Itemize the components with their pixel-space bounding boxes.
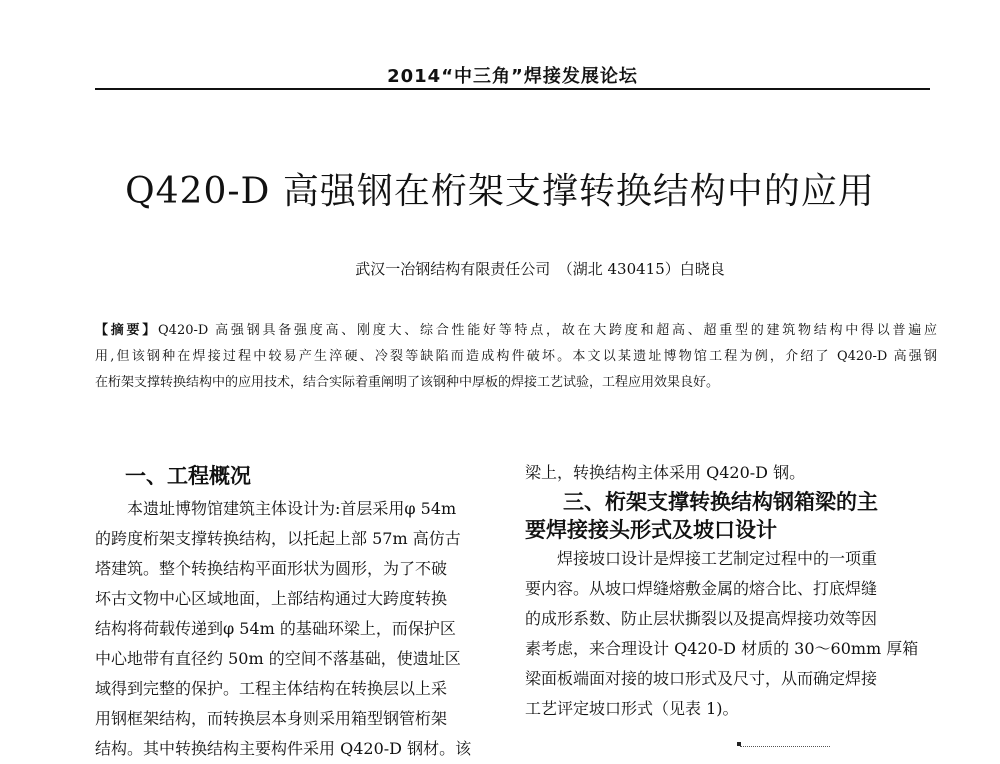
- author-affiliation: 武汉一冶钢结构有限责任公司 （湖北 430415）白晓良: [355, 260, 725, 278]
- section-1-line: 域得到完整的保护。工程主体结构在转换层以上采: [95, 679, 448, 698]
- section-3-line: 的成形系数、防止层状撕裂以及提高焊接功效等因: [525, 609, 878, 628]
- running-header: 2014“中三角”焊接发展论坛: [387, 66, 638, 87]
- article-title: Q420-D 高强钢在桁架支撑转换结构中的应用: [125, 171, 875, 212]
- continued-line: 梁上，转换结构主体采用 Q420-D 钢。: [525, 463, 806, 482]
- section-1-heading: 一、工程概况: [125, 464, 251, 488]
- section-3-line: 工艺评定坡口形式（见表 1)。: [525, 699, 739, 718]
- section-1-body: [95, 494, 490, 764]
- abstract-line-2: 用,但该钢种在焊接过程中较易产生淬硬、冷裂等缺陷而造成构件破坏。本文以某遗址博物馆工程为例，介绍了 Q420-D 高强钢: [95, 349, 937, 364]
- section-3-line: 要内容。从坡口焊缝熔敷金属的熔合比、打底焊缝: [525, 579, 878, 598]
- section-3-heading-line-1: 三、桁架支撑转换结构钢箱梁的主: [563, 490, 878, 514]
- section-1-line: 的跨度桁架支撑转换结构，以托起上部 57m 高仿古: [95, 529, 461, 548]
- section-1-line: 结构将荷载传递到φ 54m 的基础环梁上，而保护区: [95, 619, 456, 638]
- abstract-line-3: 在桁架支撑转换结构中的应用技术，结合实际着重阐明了该钢种中厚板的焊接工艺试验，工程应用效果良好。: [95, 375, 720, 390]
- section-1-line: 结构。其中转换结构主要构件采用 Q420-D 钢材。该: [95, 739, 472, 758]
- abstract-line-1: [95, 318, 937, 344]
- section-3-heading-line-2: 要焊接接头形式及坡口设计: [525, 518, 777, 542]
- section-3-body: [525, 544, 935, 724]
- section-3-line: 素考虑，来合理设计 Q420-D 材质的 30～60mm 厚箱: [525, 639, 919, 658]
- section-1-line: 塔建筑。整个转换结构平面形状为圆形，为了不破: [95, 559, 448, 578]
- section-1-line: 本遗址博物馆建筑主体设计为:首层采用φ 54m: [127, 499, 457, 518]
- section-1-line: 用钢框架结构，而转换层本身则采用箱型钢管桁架: [95, 709, 448, 728]
- abstract: [95, 318, 937, 396]
- section-3-heading: [525, 488, 935, 544]
- header-rule: [95, 88, 930, 90]
- left-column: [95, 458, 490, 764]
- section-1-line: 中心地带有直径约 50m 的空间不落基础，使遗址区: [95, 649, 461, 668]
- abstract-line-1-text: Q420-D 高强钢具备强度高、刚度大、综合性能好等特点，故在大跨度和超高、超重型的建筑物结构中得以普遍应: [158, 323, 937, 338]
- section-1-line: 坏古文物中心区域地面，上部结构通过大跨度转换: [95, 589, 448, 608]
- abstract-label: 【摘要】: [95, 323, 159, 338]
- continued-paragraph: [525, 458, 935, 488]
- section-3-line: 梁面板端面对接的坡口形式及尺寸，从而确定焊接: [525, 669, 878, 688]
- section-3-line: 焊接坡口设计是焊接工艺制定过程中的一项重: [557, 549, 878, 568]
- footnote-rule: [740, 746, 830, 747]
- right-column: [525, 458, 935, 724]
